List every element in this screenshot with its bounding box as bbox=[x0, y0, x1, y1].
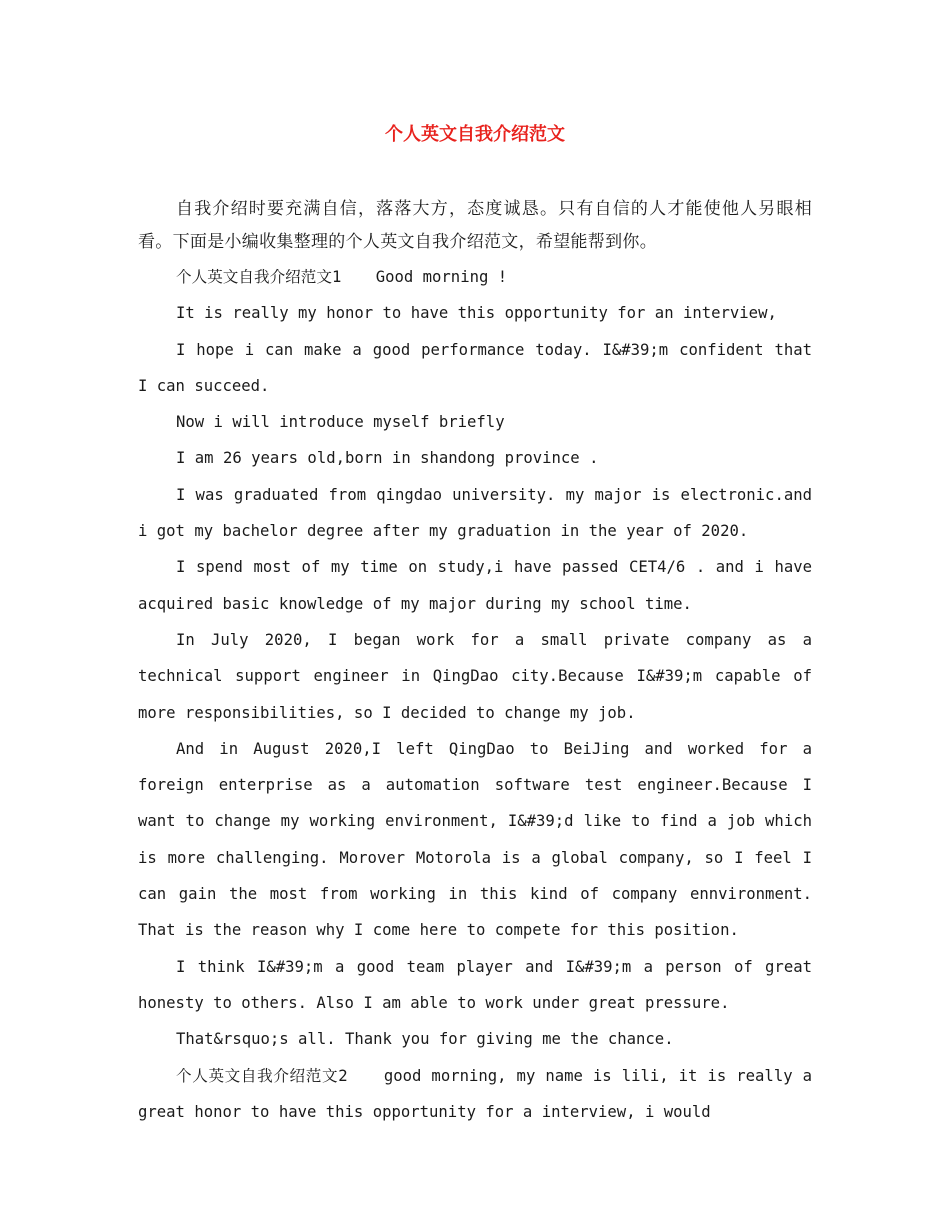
paragraph-introduce: Now i will introduce myself briefly bbox=[176, 413, 505, 432]
paragraph-team-player: I think I&#39;m a good team player and I&#39;m a person of great honesty to others. Also I am able to work under great pressure. bbox=[138, 957, 812, 1012]
paragraph-study: I spend most of my time on study,i have passed CET4/6 . and i have acquired basic knowledge of my major during my school time. bbox=[138, 558, 812, 613]
document-title: 个人英文自我介绍范文 bbox=[385, 124, 565, 145]
intro-paragraph: 自我介绍时要充满自信，落落大方，态度诚恳。只有自信的人才能使他人另眼相看。下面是小编收集整理的个人英文自我介绍范文，希望能帮到你。 bbox=[138, 199, 812, 252]
section-1-heading-paragraph: 个人英文自我介绍范文1 Good morning ! bbox=[176, 268, 508, 286]
paragraph-first-job: In July 2020, I began work for a small private company as a technical support engineer in QingDao city.Because I&#39;m capable of more responsibilities, so I decided to change my job. bbox=[138, 630, 812, 722]
paragraph-graduation: I was graduated from qingdao university. my major is electronic.and i got my bachelor degree after my graduation in the year of 2020. bbox=[138, 485, 812, 541]
paragraph-second-job: And in August 2020,I left QingDao to BeiJing and worked for a foreign enterprise as a automation software test engineer.Because I want to change my working environment, I&#39;d like to find a job which is more challenging. Morover Motorola is a global company, so I feel I can gain the most from working in this kind of company ennvironment. That is the reason why I come here to compete for this position. bbox=[138, 739, 812, 940]
paragraph-thanks: That&rsquo;s all. Thank you for giving me the chance. bbox=[176, 1030, 674, 1049]
paragraph-age: I am 26 years old,born in shandong province . bbox=[176, 449, 599, 468]
section-2-heading-paragraph: 个人英文自我介绍范文2 good morning, my name is lili, it is really a great honor to have this opportunity for a interview, i would bbox=[138, 1066, 812, 1121]
paragraph-honor: It is really my honor to have this opportunity for an interview, bbox=[176, 304, 777, 323]
paragraph-performance: I hope i can make a good performance today. I&#39;m confident that I can succeed. bbox=[138, 340, 812, 395]
document-body bbox=[138, 193, 812, 1130]
